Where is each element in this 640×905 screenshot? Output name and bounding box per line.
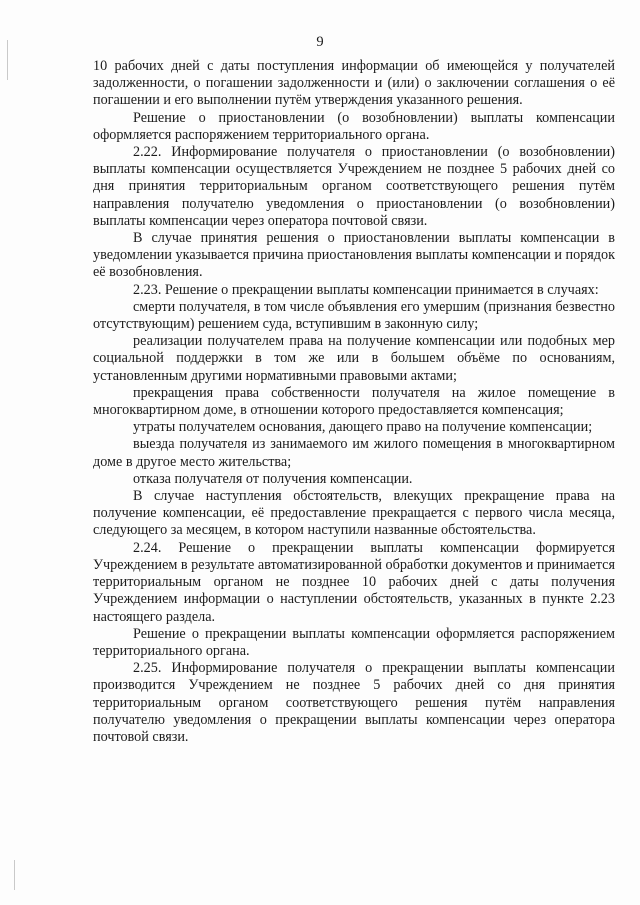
paragraph: смерти получателя, в том числе объявления его умершим (признания безвестно отсутствующим) решением суда, вступившим в законную силу; (93, 298, 615, 333)
paragraph: отказа получателя от получения компенсации. (133, 470, 413, 487)
document-body (93, 58, 615, 746)
paragraph: 10 рабочих дней с даты поступления информации об имеющейся у получателей задолженности, о погашении задолженности и (или) о заключении соглашения о её погашении и его выполнении путём утверждения указанного решения. (93, 58, 615, 109)
scan-edge-mark (14, 860, 15, 890)
paragraph: выезда получателя из занимаемого им жилого помещения в многоквартирном доме в другое место жительства; (93, 436, 615, 470)
paragraph: В случае принятия решения о приостановлении выплаты компенсации в уведомлении указывается причина приостановления выплаты компенсации и порядок её возобновления. (93, 230, 615, 281)
paragraph: утраты получателем основания, дающего право на получение компенсации; (133, 419, 593, 436)
paragraph: Решение о приостановлении (о возобновлении) выплаты компенсации оформляется распоряжением территориального органа. (93, 109, 615, 143)
paragraph: прекращения права собственности получателя на жилое помещение в многоквартирном доме, в отношении которого предоставляется компенсация; (93, 384, 615, 419)
paragraph: 2.23. Решение о прекращении выплаты компенсации принимается в случаях: (133, 281, 599, 298)
page-number: 9 (316, 34, 324, 50)
paragraph: 2.24. Решение о прекращении выплаты компенсации формируется Учреждением в результате автоматизированной обработки документов и принимается территориальным органом не позднее 10 рабочих дней с даты получения Учреждением информации о наступлении обстоятельств, указанных в пункте 2.23 настоящего раздела. (93, 539, 615, 625)
paragraph: В случае наступления обстоятельств, влекущих прекращение права на получение компенсации, её предоставление прекращается с первого числа месяца, следующего за месяцем, в котором наступили названные обстоятельства. (93, 488, 615, 539)
paragraph: реализации получателем права на получение компенсации или подобных мер социальной поддержки в том же или в большем объёме по основаниям, установленным другими нормативными правовыми актами; (93, 333, 615, 384)
paragraph: Решение о прекращении выплаты компенсации оформляется распоряжением территориального органа. (93, 625, 615, 659)
paragraph: 2.22. Информирование получателя о приостановлении (о возобновлении) выплаты компенсации осуществляется Учреждением не позднее 5 рабочих дней со дня принятия территориальным органом соответствующего решения путём направления получателю уведомления о приостановлении (о возобновлении) выплаты компенсации через оператора почтовой связи. (93, 144, 615, 229)
paragraph: 2.25. Информирование получателя о прекращении выплаты компенсации производится Учреждением не позднее 5 рабочих дней со дня принятия территориальным органом соответствующего решения путём направления получателю уведомления о прекращении выплаты компенсации через оператора почтовой связи. (93, 660, 615, 745)
